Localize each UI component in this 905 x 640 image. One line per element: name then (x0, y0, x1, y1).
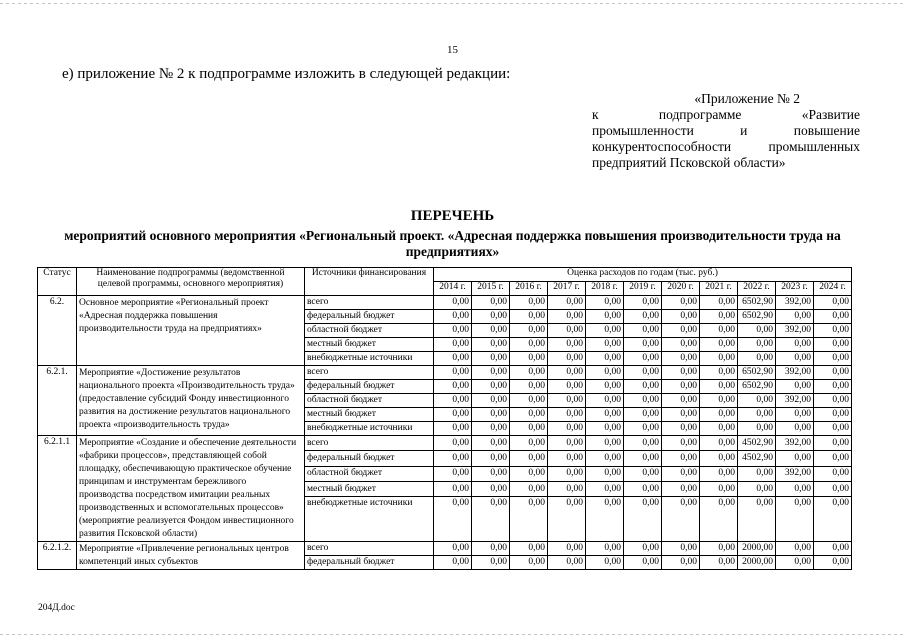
row-value: 0,00 (662, 556, 700, 570)
row-value: 0,00 (510, 394, 548, 408)
row-value: 0,00 (510, 366, 548, 380)
row-value: 0,00 (814, 542, 852, 556)
row-value: 0,00 (472, 394, 510, 408)
row-value: 0,00 (662, 451, 700, 466)
header-year: 2018 г. (586, 282, 624, 296)
row-value: 0,00 (434, 352, 472, 366)
row-value: 0,00 (586, 451, 624, 466)
header-year: 2023 г. (776, 282, 814, 296)
row-value: 0,00 (700, 352, 738, 366)
row-value: 0,00 (586, 310, 624, 324)
row-value: 6502,90 (738, 366, 776, 380)
row-value: 0,00 (434, 394, 472, 408)
row-value: 392,00 (776, 436, 814, 451)
row-value: 0,00 (776, 542, 814, 556)
row-value: 0,00 (548, 324, 586, 338)
row-value: 0,00 (434, 497, 472, 542)
row-source: внебюджетные источники (305, 352, 434, 366)
row-value: 0,00 (510, 466, 548, 481)
header-year: 2016 г. (510, 282, 548, 296)
row-value: 0,00 (586, 366, 624, 380)
row-value: 0,00 (662, 408, 700, 422)
row-value: 0,00 (814, 310, 852, 324)
row-value: 0,00 (434, 408, 472, 422)
table-row (38, 436, 852, 451)
row-value: 0,00 (662, 436, 700, 451)
row-value: 0,00 (700, 422, 738, 436)
row-value: 0,00 (738, 338, 776, 352)
row-value: 0,00 (776, 352, 814, 366)
row-name: Основное мероприятие «Региональный проект «Адресная поддержка повышения производительности труда на предприятиях» (77, 296, 305, 366)
row-value: 0,00 (548, 436, 586, 451)
row-source: местный бюджет (305, 338, 434, 352)
row-value: 0,00 (548, 366, 586, 380)
row-source: всего (305, 436, 434, 451)
row-value: 0,00 (738, 481, 776, 496)
row-value: 0,00 (434, 436, 472, 451)
row-value: 0,00 (510, 497, 548, 542)
row-value: 0,00 (814, 481, 852, 496)
intro-text: е) приложение № 2 к подпрограмме изложить в следующей редакции: (62, 66, 511, 82)
row-value: 0,00 (510, 422, 548, 436)
row-value: 0,00 (624, 338, 662, 352)
row-value: 0,00 (814, 451, 852, 466)
row-value: 0,00 (700, 408, 738, 422)
row-value: 0,00 (814, 352, 852, 366)
row-value: 0,00 (700, 324, 738, 338)
row-value: 0,00 (662, 542, 700, 556)
row-source: федеральный бюджет (305, 556, 434, 570)
row-value: 0,00 (548, 466, 586, 481)
row-value: 0,00 (624, 324, 662, 338)
row-value: 0,00 (738, 422, 776, 436)
row-value: 0,00 (662, 422, 700, 436)
row-source: всего (305, 542, 434, 556)
row-value: 0,00 (434, 380, 472, 394)
row-value: 0,00 (548, 296, 586, 310)
row-value: 0,00 (434, 338, 472, 352)
row-value: 0,00 (700, 296, 738, 310)
row-value: 0,00 (624, 542, 662, 556)
row-value: 0,00 (738, 352, 776, 366)
row-value: 0,00 (624, 436, 662, 451)
header-source: Источники финансирования (305, 268, 434, 296)
row-value: 0,00 (434, 542, 472, 556)
row-value: 0,00 (472, 296, 510, 310)
row-value: 0,00 (548, 380, 586, 394)
row-value: 0,00 (586, 466, 624, 481)
appendix-line-5: предприятий Псковской области» (592, 155, 786, 170)
header-year: 2014 г. (434, 282, 472, 296)
row-value: 2000,00 (738, 556, 776, 570)
row-value: 0,00 (586, 497, 624, 542)
row-value: 0,00 (700, 366, 738, 380)
row-value: 0,00 (472, 366, 510, 380)
row-value: 4502,90 (738, 451, 776, 466)
row-value: 0,00 (472, 324, 510, 338)
header-year: 2015 г. (472, 282, 510, 296)
footer-filename: 204Д.doc (38, 603, 75, 613)
row-value: 0,00 (548, 542, 586, 556)
row-value: 0,00 (510, 380, 548, 394)
row-name: Мероприятие «Привлечение региональных центров компетенций иных субъектов (77, 542, 305, 570)
appendix-line-4: конкурентоспособности промышленных (592, 139, 860, 154)
row-value: 0,00 (624, 451, 662, 466)
appendix-line-2: к подпрограмме «Развитие (592, 107, 860, 122)
row-value: 0,00 (434, 481, 472, 496)
scan-edge-top (0, 3, 905, 4)
row-value: 0,00 (700, 556, 738, 570)
row-value: 392,00 (776, 394, 814, 408)
row-value: 0,00 (548, 394, 586, 408)
row-value: 0,00 (434, 466, 472, 481)
row-value: 0,00 (624, 394, 662, 408)
header-name: Наименование подпрограммы (ведомственной целевой программы, основного мероприятия) (77, 268, 305, 296)
row-source: внебюджетные источники (305, 422, 434, 436)
row-value: 0,00 (510, 542, 548, 556)
row-value: 0,00 (700, 436, 738, 451)
row-value: 0,00 (472, 408, 510, 422)
row-value: 0,00 (510, 436, 548, 451)
row-value: 0,00 (510, 352, 548, 366)
row-value: 0,00 (548, 556, 586, 570)
row-value: 0,00 (662, 497, 700, 542)
row-value: 0,00 (548, 338, 586, 352)
row-value: 0,00 (662, 338, 700, 352)
document-title: ПЕРЕЧЕНЬ (410, 208, 495, 224)
row-value: 0,00 (776, 497, 814, 542)
row-value: 0,00 (472, 436, 510, 451)
row-value: 0,00 (510, 296, 548, 310)
header-estimate: Оценка расходов по годам (тыс. руб.) (434, 268, 852, 282)
row-value: 0,00 (662, 481, 700, 496)
row-value: 0,00 (814, 324, 852, 338)
header-year: 2021 г. (700, 282, 738, 296)
row-value: 0,00 (624, 422, 662, 436)
row-value: 0,00 (548, 310, 586, 324)
row-value: 0,00 (662, 352, 700, 366)
row-value: 0,00 (662, 380, 700, 394)
row-value: 0,00 (586, 556, 624, 570)
row-value: 0,00 (776, 338, 814, 352)
row-value: 0,00 (548, 408, 586, 422)
row-source: местный бюджет (305, 481, 434, 496)
row-value: 0,00 (662, 324, 700, 338)
row-value: 0,00 (586, 352, 624, 366)
row-value: 0,00 (776, 451, 814, 466)
table-header-row (38, 268, 852, 282)
row-value: 0,00 (472, 422, 510, 436)
row-value: 0,00 (624, 466, 662, 481)
table-row (38, 366, 852, 380)
row-value: 0,00 (472, 497, 510, 542)
row-value: 2000,00 (738, 542, 776, 556)
row-value: 392,00 (776, 324, 814, 338)
row-source: всего (305, 366, 434, 380)
row-source: федеральный бюджет (305, 451, 434, 466)
page-number: 15 (447, 44, 458, 56)
row-value: 0,00 (510, 556, 548, 570)
row-value: 0,00 (624, 481, 662, 496)
row-value: 0,00 (662, 466, 700, 481)
row-value: 0,00 (548, 352, 586, 366)
row-value: 4502,90 (738, 436, 776, 451)
row-value: 0,00 (586, 324, 624, 338)
row-value: 0,00 (738, 466, 776, 481)
row-value: 0,00 (434, 366, 472, 380)
row-value: 392,00 (776, 296, 814, 310)
header-year: 2019 г. (624, 282, 662, 296)
row-value: 0,00 (586, 436, 624, 451)
header-year: 2020 г. (662, 282, 700, 296)
row-status: 6.2.1. (38, 366, 77, 436)
row-value: 0,00 (586, 481, 624, 496)
row-value: 0,00 (700, 380, 738, 394)
row-value: 0,00 (586, 338, 624, 352)
row-value: 0,00 (700, 310, 738, 324)
row-value: 0,00 (700, 481, 738, 496)
row-value: 0,00 (624, 310, 662, 324)
scan-edge-bottom (0, 634, 905, 635)
document-subtitle: мероприятий основного мероприятия «Региональный проект. «Адресная поддержка повышения производительности труда на предприятиях» (64, 228, 841, 259)
row-value: 0,00 (472, 556, 510, 570)
header-year: 2022 г. (738, 282, 776, 296)
row-value: 0,00 (776, 408, 814, 422)
row-value: 0,00 (700, 394, 738, 408)
row-value: 0,00 (700, 466, 738, 481)
row-value: 0,00 (814, 466, 852, 481)
row-source: областной бюджет (305, 394, 434, 408)
table-body (38, 296, 852, 570)
row-value: 0,00 (434, 422, 472, 436)
table-row (38, 296, 852, 310)
row-value: 0,00 (624, 296, 662, 310)
row-value: 0,00 (624, 366, 662, 380)
row-value: 392,00 (776, 366, 814, 380)
row-value: 0,00 (738, 324, 776, 338)
appendix-line-1: «Приложение № 2 (694, 91, 800, 106)
row-value: 6502,90 (738, 296, 776, 310)
row-value: 0,00 (586, 422, 624, 436)
row-value: 6502,90 (738, 310, 776, 324)
row-value: 0,00 (472, 542, 510, 556)
row-value: 0,00 (662, 296, 700, 310)
row-name: Мероприятие «Создание и обеспечение деятельности «фабрики процессов», представляющей собой площадку, обеспечивающую практическое обучение принципам и инструментам бережливого производства посредством имитации реальных производственных и вспомогательных процессов» (мероприятие реализуется Фондом инвестиционного развития Псковской области) (77, 436, 305, 542)
row-value: 0,00 (624, 556, 662, 570)
row-value: 0,00 (434, 324, 472, 338)
row-value: 0,00 (814, 408, 852, 422)
row-value: 0,00 (548, 481, 586, 496)
row-value: 0,00 (814, 296, 852, 310)
row-value: 392,00 (776, 466, 814, 481)
row-value: 0,00 (624, 497, 662, 542)
row-value: 0,00 (548, 497, 586, 542)
table-row (38, 542, 852, 556)
row-value: 0,00 (814, 338, 852, 352)
row-value: 0,00 (472, 481, 510, 496)
row-value: 0,00 (776, 556, 814, 570)
row-source: внебюджетные источники (305, 497, 434, 542)
row-value: 0,00 (700, 542, 738, 556)
row-source: федеральный бюджет (305, 380, 434, 394)
row-value: 0,00 (776, 422, 814, 436)
row-value: 0,00 (662, 310, 700, 324)
row-name: Мероприятие «Достижение результатов национального проекта «Производительность труда» (предоставление субсидий Фонду инвестиционного развития на достижение результатов национального проекта «производительность труда» (77, 366, 305, 436)
row-value: 0,00 (548, 422, 586, 436)
appendix-line-3: промышленности и повышение (592, 123, 860, 138)
row-value: 0,00 (472, 338, 510, 352)
row-value: 0,00 (434, 296, 472, 310)
row-value: 0,00 (814, 436, 852, 451)
row-value: 0,00 (700, 451, 738, 466)
row-value: 0,00 (510, 310, 548, 324)
expenses-table (37, 267, 852, 570)
row-value: 0,00 (586, 542, 624, 556)
row-source: областной бюджет (305, 324, 434, 338)
row-value: 0,00 (700, 497, 738, 542)
row-value: 0,00 (586, 296, 624, 310)
row-value: 0,00 (776, 481, 814, 496)
row-value: 0,00 (472, 380, 510, 394)
row-value: 0,00 (738, 408, 776, 422)
row-value: 0,00 (586, 380, 624, 394)
row-value: 0,00 (662, 366, 700, 380)
row-value: 0,00 (738, 497, 776, 542)
row-value: 0,00 (662, 394, 700, 408)
row-value: 0,00 (624, 380, 662, 394)
row-source: местный бюджет (305, 408, 434, 422)
header-status: Статус (38, 268, 77, 296)
row-value: 0,00 (434, 310, 472, 324)
row-status: 6.2. (38, 296, 77, 366)
row-value: 0,00 (814, 366, 852, 380)
row-value: 0,00 (624, 352, 662, 366)
row-value: 0,00 (472, 352, 510, 366)
row-value: 0,00 (472, 466, 510, 481)
row-source: областной бюджет (305, 466, 434, 481)
row-value: 0,00 (814, 497, 852, 542)
row-value: 0,00 (510, 338, 548, 352)
row-value: 0,00 (472, 310, 510, 324)
row-source: федеральный бюджет (305, 310, 434, 324)
row-value: 0,00 (814, 380, 852, 394)
row-value: 0,00 (434, 556, 472, 570)
row-status: 6.2.1.1 (38, 436, 77, 542)
row-value: 0,00 (510, 408, 548, 422)
header-year: 2024 г. (814, 282, 852, 296)
row-value: 0,00 (434, 451, 472, 466)
row-value: 0,00 (738, 394, 776, 408)
row-value: 0,00 (776, 380, 814, 394)
header-year: 2017 г. (548, 282, 586, 296)
row-value: 0,00 (510, 481, 548, 496)
row-value: 0,00 (776, 310, 814, 324)
row-value: 0,00 (586, 408, 624, 422)
row-value: 0,00 (624, 408, 662, 422)
row-value: 0,00 (814, 422, 852, 436)
row-value: 0,00 (814, 394, 852, 408)
row-source: всего (305, 296, 434, 310)
row-status: 6.2.1.2. (38, 542, 77, 570)
row-value: 0,00 (700, 338, 738, 352)
row-value: 0,00 (586, 394, 624, 408)
row-value: 0,00 (510, 324, 548, 338)
row-value: 6502,90 (738, 380, 776, 394)
row-value: 0,00 (510, 451, 548, 466)
row-value: 0,00 (472, 451, 510, 466)
row-value: 0,00 (814, 556, 852, 570)
row-value: 0,00 (548, 451, 586, 466)
appendix-header (592, 91, 860, 171)
